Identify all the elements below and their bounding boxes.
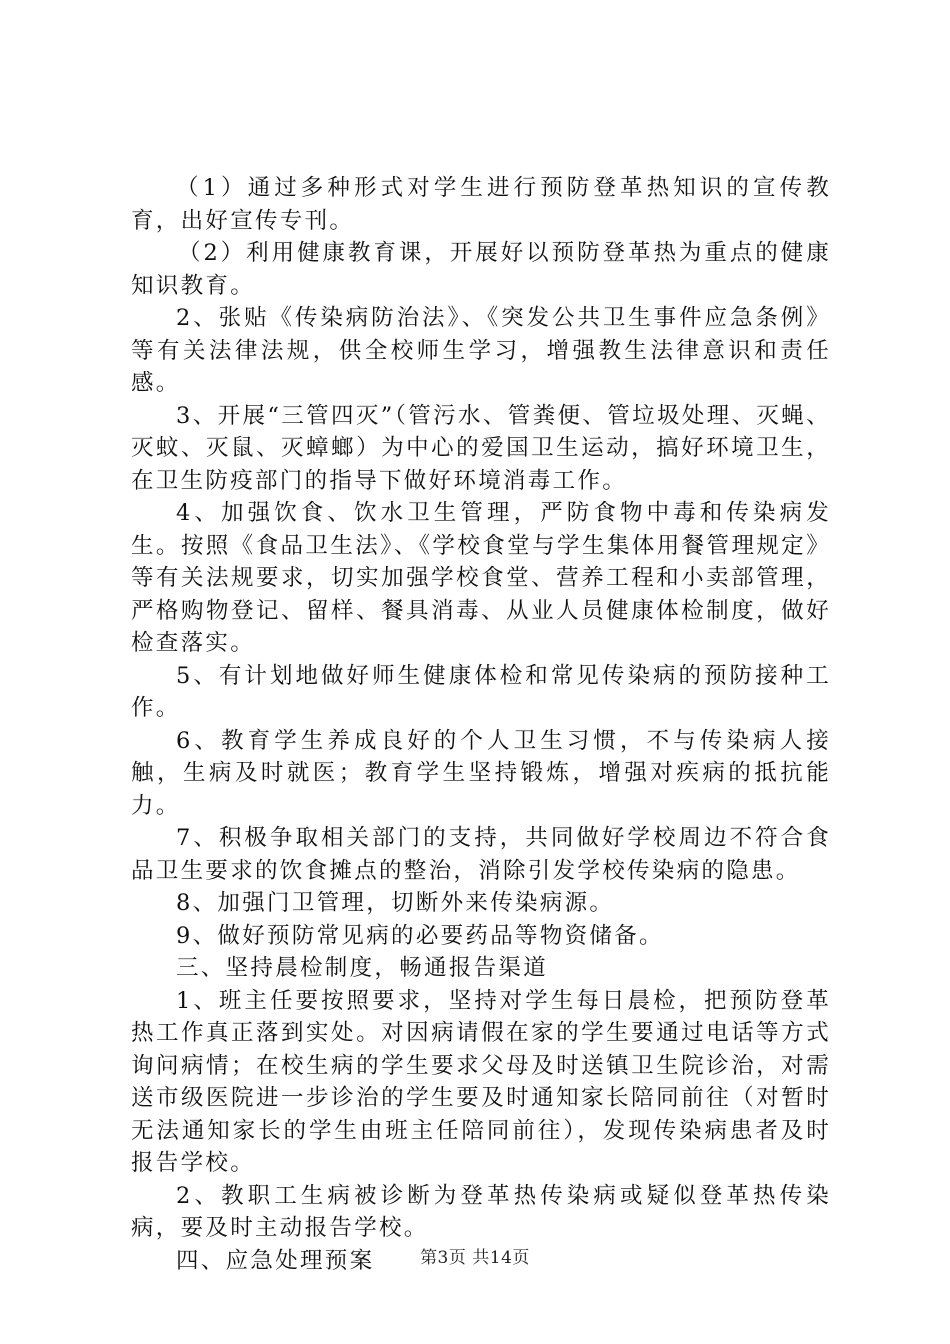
section-heading-morning-check: 三、坚持晨检制度，畅通报告渠道 [176, 955, 549, 981]
paragraph-medicine-reserve: 9、做好预防常见病的必要药品等物资储备。 [176, 922, 664, 949]
paragraph-post-laws: 2、张贴《传染病防治法》、《突发公共卫生事件应急条例》等有关法律法规，供全校师生学习，增强教生法律意识和责任感。 [131, 305, 831, 396]
paragraph-health-class: （2）利用健康教育课，开展好以预防登革热为重点的健康知识教育。 [131, 240, 831, 299]
section-heading-emergency-plan: 四、应急处理预案 [176, 1247, 375, 1274]
paragraph-staff-report: 2、教职工生病被诊断为登革热传染病或疑似登革热传染病，要及时主动报告学校。 [131, 1182, 831, 1241]
paragraph-sanitation-campaign: 3、开展“三管四灭”（管污水、管粪便、管垃圾处理、灭蝇、灭蚊、灭鼠、灭蟑螂）为中心的爱国卫生运动，搞好环境卫生，在卫生防疫部门的指导下做好环境消毒工作。 [131, 402, 831, 494]
paragraph-health-checkup: 5、有计划地做好师生健康体检和常见传染病的预防接种工作。 [131, 662, 831, 721]
paragraph-gate-management: 8、加强门卫管理，切断外来传染病源。 [176, 890, 615, 916]
page-number-footer: 第3页 共14页 [420, 1248, 530, 1268]
paragraph-publicity-education: （1）通过多种形式对学生进行预防登革热知识的宣传教育，出好宣传专刊。 [131, 175, 831, 234]
paragraph-food-safety: 4、加强饮食、饮水卫生管理，严防食物中毒和传染病发生。按照《食品卫生法》、《学校食堂与学生集体用餐管理规定》等有关法规要求，切实加强学校食堂、营养工程和小卖部管理，严格购物登记、留样、餐具消毒、从业人员健康体检制度，做好检查落实。 [131, 500, 831, 656]
paragraph-hygiene-habits: 6、教育学生养成良好的个人卫生习惯，不与传染病人接触，生病及时就医；教育学生坚持锻炼，增强对疾病的抵抗能力。 [131, 727, 831, 819]
paragraph-vendor-rectification: 7、积极争取相关部门的支持，共同做好学校周边不符合食品卫生要求的饮食摊点的整治，消除引发学校传染病的隐患。 [131, 825, 831, 884]
paragraph-class-teacher-check: 1、班主任要按照要求，坚持对学生每日晨检，把预防登革热工作真正落到实处。对因病请假在家的学生要通过电话等方式询问病情；在校生病的学生要求父母及时送镇卫生院诊治，对需送市级医院进一步诊治的学生要及时通知家长陪同前往（对暂时无法通知家长的学生由班主任陪同前往），发现传染病患者及时报告学校。 [131, 987, 831, 1176]
document-body [131, 172, 831, 1277]
